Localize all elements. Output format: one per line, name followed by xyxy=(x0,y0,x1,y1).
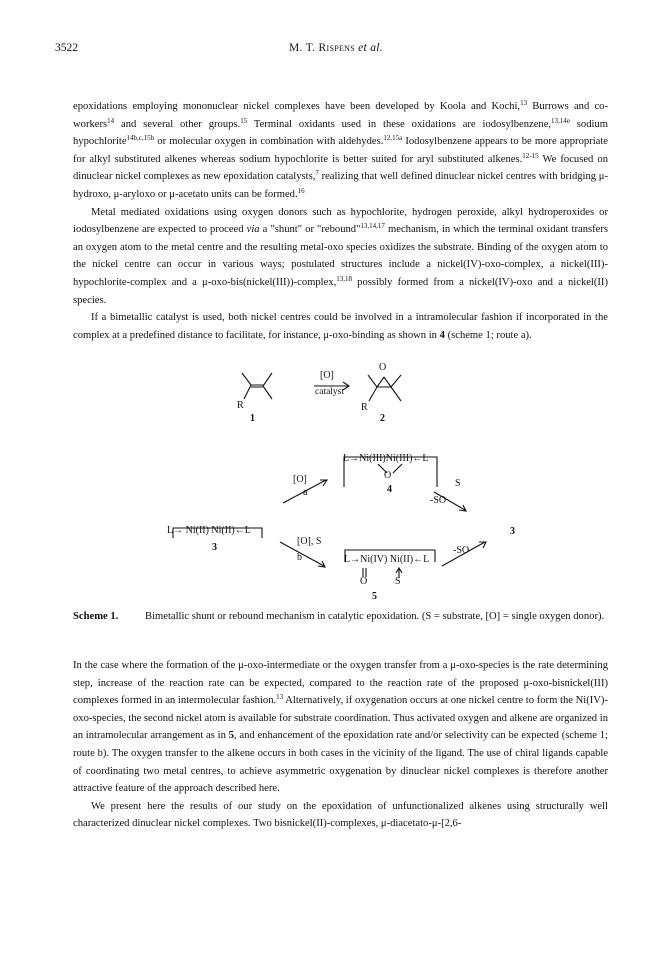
route-a-letter: a xyxy=(303,487,308,498)
epoxide-structure xyxy=(368,375,401,401)
compound-2-number: 2 xyxy=(380,413,385,424)
text-run: In the case where the formation of the μ-oxo-intermediate or the oxygen transfer from a μ-oxo-species is the rate determining step, increase of the reaction rate can be expected, compared to the reaction rate of the proposed μ-oxo-bisnickel(III) complexes formed in an intermolecular fashion. xyxy=(73,660,608,707)
compound-5-number: 5 xyxy=(372,591,377,602)
citation-ref: 13 xyxy=(520,99,528,107)
text-run: Alternatively, if oxygenation occurs at one nickel centre to form the Ni(IV)-oxo-species, the second nickel atom is available for substrate coordination. Thus activated oxygen and alkene are organized in an intramolecular arrangement as in xyxy=(73,695,608,742)
ni4-complex-label: L→Ni(IV) Ni(II)←L xyxy=(344,554,430,565)
citation-ref: 14b,c,15b xyxy=(126,134,155,143)
route-a-leaving-label: -SO xyxy=(430,495,447,506)
citation-ref: 13,14,17 xyxy=(360,222,385,231)
text-run: and several other groups. xyxy=(114,118,241,130)
citation-ref: 13,18 xyxy=(336,274,352,283)
compound-ref: 5 xyxy=(228,730,234,742)
compound-4-number: 4 xyxy=(387,484,392,495)
text-run: Metal mediated oxidations using oxygen donors such as hypochlorite, hydrogen peroxide, alkyl hydroperoxides or iodosylbenzene are expected to proceed xyxy=(73,206,608,236)
text-run: Terminal oxidants used in these oxidations are iodosylbenzene, xyxy=(247,118,552,130)
text-run: (scheme 1; route a). xyxy=(444,329,532,341)
text-run: mechanism, in which the terminal oxidant transfers an oxygen atom to the metal centre and the resulting metal-oxo species oxidizes the substrate. Binding of the oxygen atom to the nickel centre can occur in various ways; postulated structures include a nickel(IV)-oxo-complex, a nickel(III)-hypochlorite-complex and a μ-oxo-bis(nickel(III))-complex, xyxy=(73,224,608,288)
caption-text: Bimetallic shunt or rebound mechanism in catalytic epoxidation. (S = substrate, [O] = single oxygen donor). xyxy=(145,611,605,622)
caption-label: Scheme 1. xyxy=(73,611,119,622)
route-b-reagents-label: [O], S xyxy=(297,536,322,547)
text-run: Burrows and co-workers xyxy=(73,101,608,130)
scheme-drawing xyxy=(150,370,540,600)
alkene-structure xyxy=(242,373,272,399)
text-run: a "shunt" or "rebound" xyxy=(259,224,361,236)
citation-ref: 13,14e xyxy=(551,116,570,125)
citation-ref: 14 xyxy=(107,116,115,125)
text-run: Iodosylbenzene appears to be more appropriate for alkyl substituted alkenes whereas sodium hypochlorite is better suited for aryl substituted alkenes. xyxy=(73,136,608,165)
text-run: sodium hypochlorite xyxy=(73,118,608,148)
text-run: , and enhancement of the epoxidation rate and/or selectivity can be expected (scheme 1; route b). The oxygen transfer to the alkene occurs in both cases in the vicinity of the ligand. The use of chiral ligands capable of coordinating two metal centres, to achieve asymmetric oxygenation by dinuclear nickel complexes is therefore another attractive feature of the approach described here. xyxy=(73,730,609,795)
text-run: We focused on dinuclear nickel complexes as new epoxidation catalysts, xyxy=(73,153,608,183)
epoxide-r-label: R xyxy=(361,402,368,413)
text-run: or molecular oxygen in combination with aldehydes. xyxy=(154,136,384,148)
oxidant-label-top: [O] xyxy=(320,370,334,381)
citation-ref: 15 xyxy=(240,116,248,125)
citation-ref: 7 xyxy=(315,169,319,178)
text-run: We present here the results of our study on the epoxidation of unfunctionalized alkenes using structurally well characterized dinuclear nickel complexes. Two bisnickel(II)-complexes, μ-diacetato-μ-[2,6- xyxy=(73,800,608,830)
paragraph xyxy=(73,309,608,344)
catalyst-label: catalyst xyxy=(315,387,345,397)
route-a-oxidant-label: [O] xyxy=(293,474,307,485)
route-b-letter: b xyxy=(297,552,302,563)
running-title-etal: et al. xyxy=(358,42,383,54)
paragraph xyxy=(73,204,608,310)
reaction-scheme xyxy=(150,362,540,602)
mu-oxo-complex-label: L→Ni(III)Ni(III)←L xyxy=(343,453,429,464)
text-run: epoxidations employing mononuclear nickel complexes have been developed by Koola and Kochi, xyxy=(73,101,521,112)
citation-ref: 12,15a xyxy=(383,134,403,143)
italic-run: via xyxy=(246,224,260,236)
text-run: realizing that well defined dinuclear nickel centres with bridging μ-hydroxo, μ-aryloxo or μ-acetato units can be formed. xyxy=(73,171,608,200)
paragraph xyxy=(73,798,608,833)
ni4-s-label: S xyxy=(395,576,401,587)
compound-ref: 4 xyxy=(439,329,445,341)
route-a-substrate-label: S xyxy=(455,478,461,489)
page-number: 3522 xyxy=(55,42,78,54)
mu-oxo-o-label: O xyxy=(384,470,392,481)
citation-ref: 12-15 xyxy=(522,151,539,160)
text-run: If a bimetallic catalyst is used, both nickel centres could be involved in a intramolecular fashion if incorporated in the complex at a predefined distance to facilitate, for instance, μ-oxo-binding as shown in xyxy=(73,312,608,341)
paragraph xyxy=(73,657,608,798)
citation-ref: 13 xyxy=(276,693,284,702)
running-title xyxy=(0,42,672,54)
epoxide-o-label: O xyxy=(379,362,387,373)
compound-1-number: 1 xyxy=(250,413,255,424)
alkene-r-label: R xyxy=(237,400,244,411)
paragraph xyxy=(73,98,608,204)
ni4-o-label: O xyxy=(360,576,368,587)
text-block-top xyxy=(73,98,608,344)
compound-3-return-number: 3 xyxy=(510,526,515,537)
compound-3-number: 3 xyxy=(212,542,217,553)
citation-ref: 16 xyxy=(297,186,305,195)
route-b-leaving-label: -SO xyxy=(453,545,470,556)
start-complex-label: L→ Ni(II) Ni(II)←L xyxy=(167,525,251,536)
text-block-bottom xyxy=(73,657,608,833)
running-title-authors: M. T. Rispens xyxy=(289,42,355,54)
text-run: possibly formed from a nickel(IV)-oxo and a nickel(II) species. xyxy=(73,276,608,306)
